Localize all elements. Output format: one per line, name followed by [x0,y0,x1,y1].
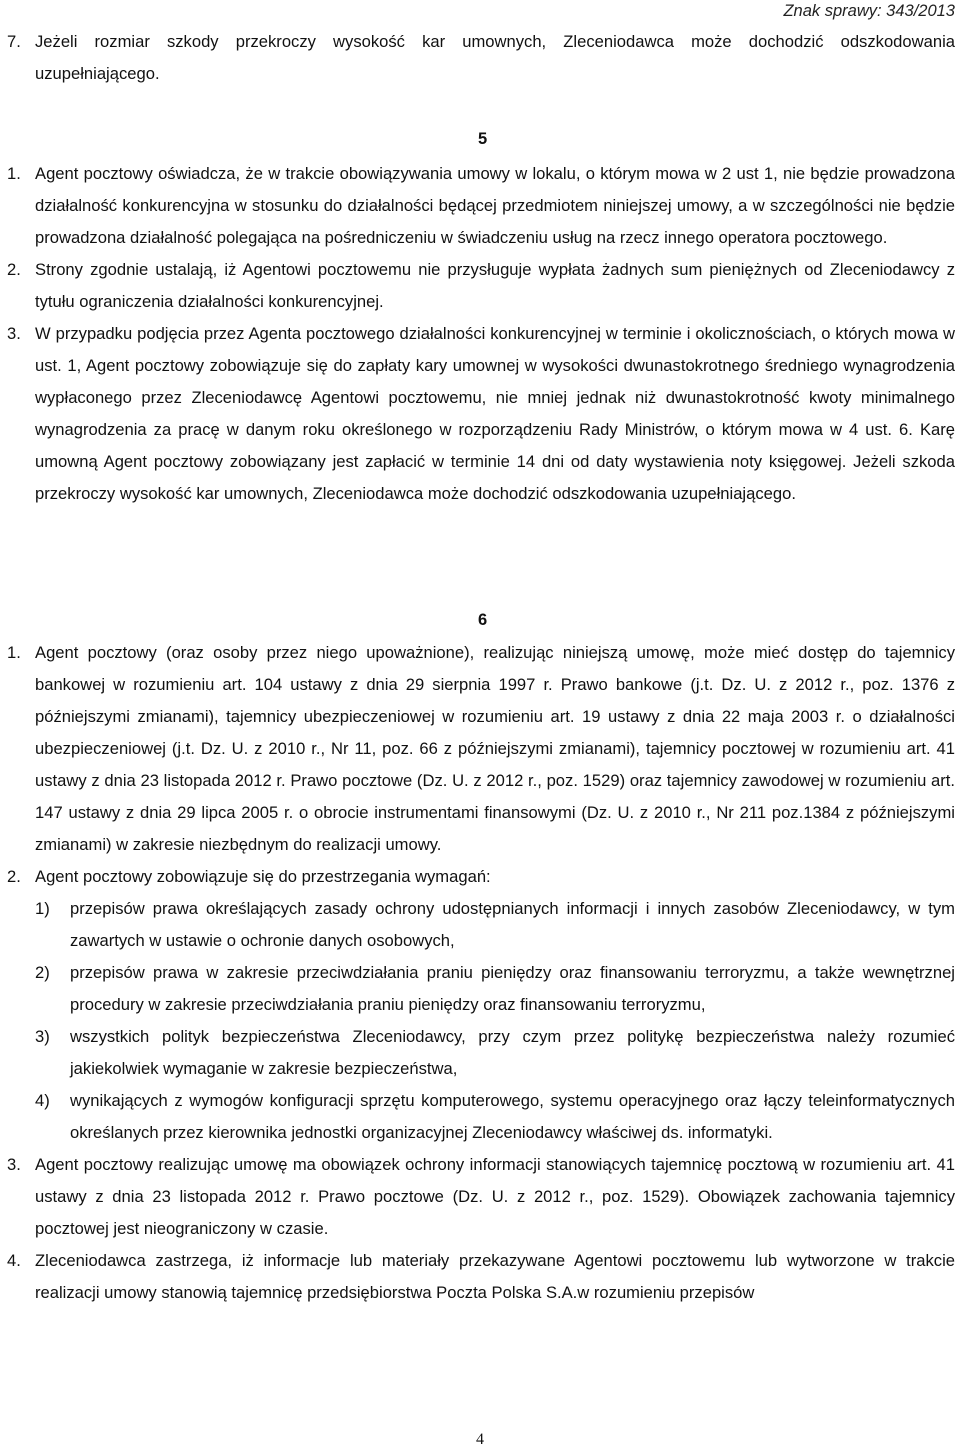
section-5-heading: 5 [478,130,488,148]
subitem-number: 1) [35,899,50,918]
page-number: 4 [476,1431,484,1448]
item-text: Agent pocztowy (oraz osoby przez niego upoważnione), realizując niniejszą umowę, może mieć dostęp do tajemnicy bankowej w rozumieniu art. 104 ustawy z dnia 29 sierpnia 1997 r. Prawo bankowe (j.t. Dz. U. z 2012 r., poz. 1376 z późniejszymi zmianami), tajemnicy ubezpieczeniowej w rozumieniu art. 19 ustawy z dnia 22 maja 2003 r. o działalności ubezpieczeniowej (j.t. Dz. U. z 2010 r., Nr 11, poz. 66 z późniejszymi zmianami), tajemnicy pocztowej w rozumieniu art. 41 ustawy z dnia 23 listopada 2012 r. Prawo pocztowe (Dz. U. z 2012 r., poz. 1529) oraz tajemnicy zawodowej w rozumieniu art. 147 ustawy z dnia 29 lipca 2005 r. o obrocie instrumentami finansowymi (Dz. U. z 2010 r., Nr 211 poz.1384 z późniejszymi zmianami) w zakresie niezbędnym do realizacji umowy. [35,643,955,854]
paragraph-7 [7,26,955,90]
subitem-2 [7,957,955,1021]
section-5-item-3 [7,318,955,510]
section-5-item-1 [7,158,955,254]
section-6-item-1 [7,637,955,861]
section-6-item-2 [7,861,955,893]
item-text: Agent pocztowy realizując umowę ma obowiązek ochrony informacji stanowiących tajemnicę pocztową w rozumieniu art. 41 ustawy z dnia 23 listopada 2012 r. Prawo pocztowe (Dz. U. z 2012 r., poz. 1529). Obowiązek zachowania tajemnicy pocztowej jest nieograniczony w czasie. [35,1155,955,1238]
item-text: Strony zgodnie ustalają, iż Agentowi pocztowemu nie przysługuje wypłata żadnych sum pieniężnych od Zleceniodawcy z tytułu ograniczenia działalności konkurencyjnej. [35,260,955,311]
subitem-text: przepisów prawa w zakresie przeciwdziałania praniu pieniędzy oraz finansowaniu terroryzmu, a także wewnętrznej procedury w zakresie przeciwdziałania praniu pieniędzy oraz finansowaniu terroryzmu, [70,963,955,1014]
case-number-header: Znak sprawy: 343/2013 [783,2,955,20]
section-6-item-3 [7,1149,955,1245]
item-text: Agent pocztowy oświadcza, że w trakcie obowiązywania umowy w lokalu, o którym mowa w 2 ust 1, nie będzie prowadzona działalność konkurencyjna w stosunku do działalności będącej przedmiotem niniejszej umowy, a w szczególności nie będzie prowadzona działalność polegająca na pośredniczeniu w świadczeniu usług na rzecz innego operatora pocztowego. [35,164,955,247]
subitem-number: 3) [35,1027,50,1046]
item-number: 3. [7,1155,21,1174]
subitem-3 [7,1021,955,1085]
item-number: 2. [7,867,21,886]
section-6-item-4 [7,1245,955,1309]
item-text: Zleceniodawca zastrzega, iż informacje lub materiały przekazywane Agentowi pocztowemu lub wytworzone w trakcie realizacji umowy stanowią tajemnicę przedsiębiorstwa Poczta Polska S.A.w rozumieniu przepisów [35,1251,955,1302]
subitem-number: 2) [35,963,50,982]
subitem-text: wszystkich polityk bezpieczeństwa Zleceniodawcy, przy czym przez politykę bezpieczeństwa należy rozumieć jakiekolwiek wymaganie w zakresie bezpieczeństwa, [70,1027,955,1078]
subitem-text: przepisów prawa określających zasady ochrony udostępnianych informacji i innych zasobów Zleceniodawcy, w tym zawartych w ustawie o ochronie danych osobowych, [70,899,955,950]
item-text: Agent pocztowy zobowiązuje się do przestrzegania wymagań: [35,867,491,886]
item-number: 2. [7,260,21,279]
item-text: W przypadku podjęcia przez Agenta pocztowego działalności konkurencyjnej w terminie i okolicznościach, o których mowa w ust. 1, Agent pocztowy zobowiązuje się do zapłaty kary umownej w wysokości dwunastokrotnego średniego wynagrodzenia wypłaconego przez Zleceniodawcę Agentowi pocztowemu, nie mniej jednak niż dwunastokrotność kwoty minimalnego wynagrodzenia za pracę w danym roku określonego w rozporządzeniu Rady Ministrów, o którym mowa w 4 ust. 6. Karę umowną Agent pocztowy zobowiązany jest zapłacić w terminie 14 dni od daty wystawienia noty księgowej. Jeżeli szkoda przekroczy wysokość kar umownych, Zleceniodawca może dochodzić odszkodowania uzupełniającego. [35,324,955,503]
subitem-number: 4) [35,1091,50,1110]
section-6-heading: 6 [478,611,488,629]
section-5-body [7,158,955,510]
section-6-body [7,637,955,1309]
item-number: 4. [7,1251,21,1270]
section-5-item-2 [7,254,955,318]
subitem-1 [7,893,955,957]
paragraph-text: Jeżeli rozmiar szkody przekroczy wysokość kar umownych, Zleceniodawca może dochodzić odszkodowania uzupełniającego. [35,32,955,83]
item-number: 3. [7,324,21,343]
item-number: 1. [7,164,21,183]
subitem-text: wynikających z wymogów konfiguracji sprzętu komputerowego, systemu operacyjnego oraz łączy teleinformatycznych określanych przez kierownika jednostki organizacyjnej Zleceniodawcy właściwej ds. informatyki. [70,1091,955,1142]
paragraph-number: 7. [7,32,21,51]
item-number: 1. [7,643,21,662]
subitem-4 [7,1085,955,1149]
